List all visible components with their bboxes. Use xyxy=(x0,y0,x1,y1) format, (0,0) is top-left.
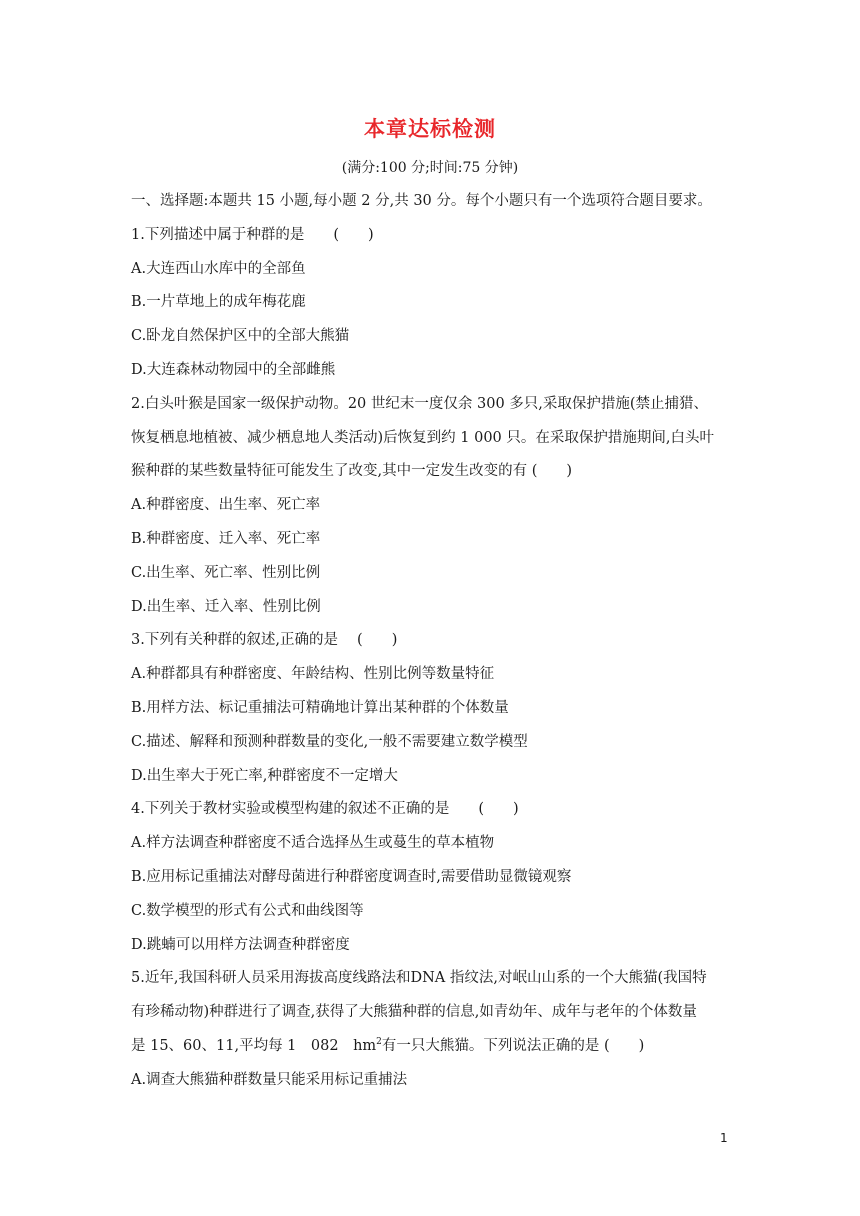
question-2-option-b: B.种群密度、迁入率、死亡率 xyxy=(131,531,321,547)
page-title: 本章达标检测 xyxy=(364,116,496,141)
question-2-stem-line-1: 2.白头叶猴是国家一级保护动物。20 世纪末一度仅余 300 多只,采取保护措施(禁止捕猎、 xyxy=(131,396,709,412)
question-5-option-a: A.调查大熊猫种群数量只能采用标记重捕法 xyxy=(131,1072,408,1088)
question-1-option-a: A.大连西山水库中的全部鱼 xyxy=(131,261,306,277)
question-3-option-b: B.用样方法、标记重捕法可精确地计算出某种群的个体数量 xyxy=(131,700,509,716)
question-5-stem-line-1: 5.近年,我国科研人员采用海拔高度线路法和DNA 指纹法,对岷山山系的一个大熊猫(我国特 xyxy=(131,970,707,986)
question-2-option-a: A.种群密度、出生率、死亡率 xyxy=(131,497,321,513)
question-4-option-c: C.数学模型的形式有公式和曲线图等 xyxy=(131,903,364,919)
question-1-stem: 1.下列描述中属于种群的是 ( ) xyxy=(131,227,374,243)
question-1-option-c: C.卧龙自然保护区中的全部大熊猫 xyxy=(131,328,350,344)
question-4-option-d: D.跳蝻可以用样方法调查种群密度 xyxy=(131,937,350,953)
question-5-stem-line-3 xyxy=(131,1036,644,1056)
question-3-stem: 3.下列有关种群的叙述,正确的是 ( ) xyxy=(131,632,398,648)
question-3-option-c: C.描述、解释和预测种群数量的变化,一般不需要建立数学模型 xyxy=(131,734,528,750)
question-1-option-b: B.一片草地上的成年梅花鹿 xyxy=(131,294,306,310)
question-5-stem-line-3a: 是 15、60、11,平均每 1 082 hm xyxy=(131,1038,377,1054)
question-2-stem-line-3: 猴种群的某些数量特征可能发生了改变,其中一定发生改变的有 ( ) xyxy=(131,463,573,479)
question-2-option-c: C.出生率、死亡率、性别比例 xyxy=(131,565,321,581)
question-5-stem-line-2: 有珍稀动物)种群进行了调查,获得了大熊猫种群的信息,如青幼年、成年与老年的个体数量 xyxy=(131,1004,697,1020)
section-heading: 一、选择题:本题共 15 小题,每小题 2 分,共 30 分。每个小题只有一个选项符合题目要求。 xyxy=(131,193,712,209)
question-3-option-d: D.出生率大于死亡率,种群密度不一定增大 xyxy=(131,768,398,784)
question-4-stem: 4.下列关于教材实验或模型构建的叙述不正确的是 ( ) xyxy=(131,801,519,817)
area-unit-superscript: 2 xyxy=(376,1037,382,1048)
question-4-option-a: A.样方法调查种群密度不适合选择丛生或蔓生的草本植物 xyxy=(131,835,495,851)
exam-meta: (满分:100 分;时间:75 分钟) xyxy=(341,160,519,176)
question-3-option-a: A.种群都具有种群密度、年龄结构、性别比例等数量特征 xyxy=(131,666,495,682)
question-2-stem-line-2: 恢复栖息地植被、减少栖息地人类活动)后恢复到约 1 000 只。在采取保护措施期间,白头叶 xyxy=(131,430,714,446)
question-5-stem-line-3b: 有一只大熊猫。下列说法正确的是 ( ) xyxy=(381,1038,645,1054)
question-1-option-d: D.大连森林动物园中的全部雌熊 xyxy=(131,362,336,378)
question-4-option-b: B.应用标记重捕法对酵母菌进行种群密度调查时,需要借助显微镜观察 xyxy=(131,869,572,885)
question-2-option-d: D.出生率、迁入率、性别比例 xyxy=(131,599,321,615)
page-number: 1 xyxy=(720,1131,728,1145)
